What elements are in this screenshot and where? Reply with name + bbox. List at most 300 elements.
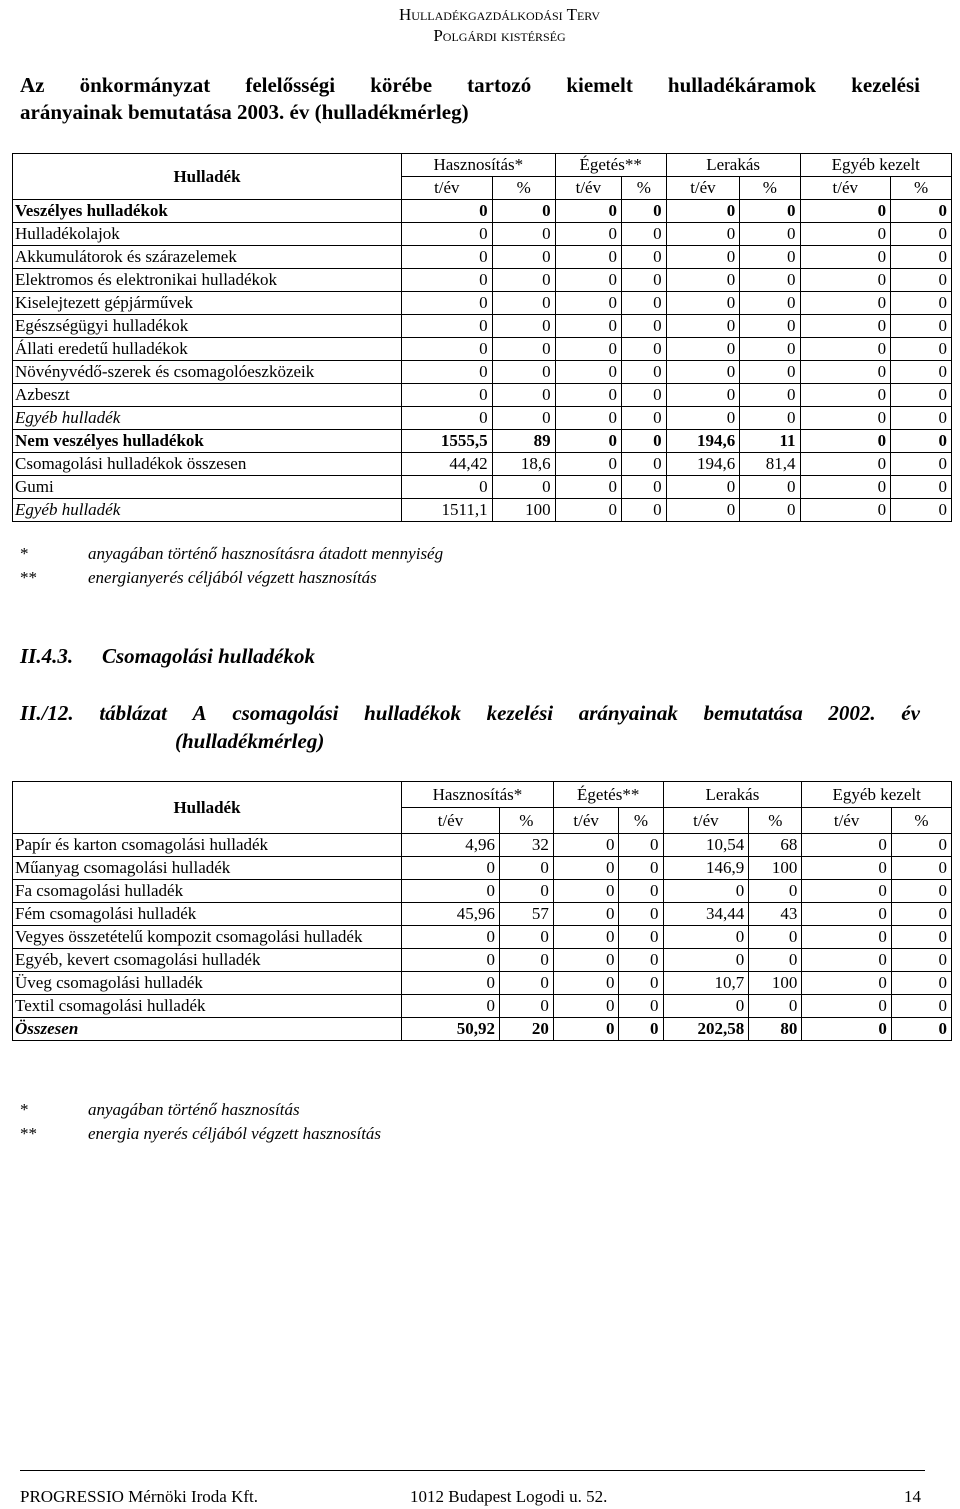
cell-value: 0 — [402, 269, 493, 292]
cell-value: 0 — [622, 361, 667, 384]
row-label: Hulladékolajok — [13, 223, 402, 246]
cell-value: 0 — [492, 246, 555, 269]
note-text: energianyerés céljából végzett hasznosítás — [88, 568, 377, 587]
cell-value: 202,58 — [663, 1018, 749, 1041]
column-subheader: % — [740, 177, 800, 200]
cell-value: 0 — [891, 223, 952, 246]
cell-value: 0 — [555, 223, 621, 246]
cell-value: 0 — [891, 949, 951, 972]
cell-value: 0 — [402, 995, 500, 1018]
cell-value: 0 — [555, 384, 621, 407]
column-subheader: t/év — [553, 808, 619, 834]
table-caption — [20, 699, 920, 755]
column-subheader: t/év — [666, 177, 740, 200]
table2-note-1 — [20, 1098, 300, 1121]
cell-value: 0 — [802, 972, 891, 995]
cell-value: 0 — [891, 1018, 951, 1041]
column-group-header: Lerakás — [666, 154, 800, 177]
cell-value: 0 — [402, 407, 493, 430]
cell-value: 100 — [749, 857, 802, 880]
cell-value: 0 — [492, 269, 555, 292]
column-subheader: t/év — [663, 808, 749, 834]
note-mark: ** — [20, 568, 37, 587]
cell-value: 0 — [622, 200, 667, 223]
cell-value: 0 — [891, 361, 952, 384]
cell-value: 0 — [800, 223, 891, 246]
cell-value: 0 — [619, 972, 663, 995]
cell-value: 0 — [800, 453, 891, 476]
column-group-header: Égetés** — [553, 782, 663, 808]
cell-value: 0 — [499, 857, 553, 880]
cell-value: 0 — [740, 292, 800, 315]
cell-value: 0 — [891, 407, 952, 430]
row-label: Egyéb hulladék — [13, 407, 402, 430]
cell-value: 0 — [891, 338, 952, 361]
cell-value: 0 — [749, 995, 802, 1018]
caption-line-1 — [20, 699, 920, 727]
cell-value: 0 — [663, 949, 749, 972]
cell-value: 10,54 — [663, 834, 749, 857]
word: kezelési — [851, 73, 920, 97]
cell-value: 146,9 — [663, 857, 749, 880]
cell-value: 0 — [555, 269, 621, 292]
column-group-header: Hasznosítás* — [402, 782, 554, 808]
cell-value: 0 — [891, 926, 951, 949]
cell-value: 68 — [749, 834, 802, 857]
cell-value: 0 — [619, 1018, 663, 1041]
table-row — [13, 880, 952, 903]
cell-value: 18,6 — [492, 453, 555, 476]
cell-value: 0 — [499, 880, 553, 903]
table-row — [13, 430, 952, 453]
table-row — [13, 1018, 952, 1041]
word: felelősségi — [245, 73, 336, 97]
cell-value: 0 — [622, 476, 667, 499]
table-row — [13, 995, 952, 1018]
row-label: Azbeszt — [13, 384, 402, 407]
table-row — [13, 338, 952, 361]
note-text: anyagában történő hasznosítás — [88, 1100, 300, 1119]
table-row — [13, 315, 952, 338]
cell-value: 0 — [740, 407, 800, 430]
cell-value: 0 — [402, 880, 500, 903]
column-subheader: t/év — [800, 177, 891, 200]
row-label: Összesen — [13, 1018, 402, 1041]
cell-value: 0 — [402, 361, 493, 384]
column-group-header: Égetés** — [555, 154, 666, 177]
cell-value: 0 — [555, 361, 621, 384]
column-subheader: % — [499, 808, 553, 834]
column-subheader: t/év — [402, 808, 500, 834]
row-label: Növényvédő-szerek és csomagolóeszközeik — [13, 361, 402, 384]
cell-value: 0 — [619, 834, 663, 857]
cell-value: 0 — [891, 499, 952, 522]
word: körébe — [370, 73, 433, 97]
cell-value: 0 — [666, 338, 740, 361]
cell-value: 0 — [666, 269, 740, 292]
cell-value: 0 — [499, 972, 553, 995]
row-label: Műanyag csomagolási hulladék — [13, 857, 402, 880]
cell-value: 0 — [402, 476, 493, 499]
packaging-waste-table — [12, 781, 952, 1041]
cell-value: 0 — [666, 476, 740, 499]
word: 2002. — [828, 701, 876, 725]
cell-value: 0 — [492, 407, 555, 430]
column-subheader: t/év — [802, 808, 891, 834]
note-mark: ** — [20, 1124, 37, 1143]
cell-value: 0 — [663, 995, 749, 1018]
header-row — [13, 782, 952, 808]
cell-value: 0 — [402, 246, 493, 269]
cell-value: 0 — [740, 315, 800, 338]
word: bemutatása — [703, 701, 803, 725]
footer-address: 1012 Budapest Logodi u. 52. — [410, 1487, 608, 1506]
column-subheader: t/év — [402, 177, 493, 200]
table-row — [13, 361, 952, 384]
cell-value: 0 — [891, 200, 952, 223]
table-row — [13, 292, 952, 315]
cell-value: 0 — [800, 338, 891, 361]
cell-value: 0 — [555, 246, 621, 269]
table1-note-1 — [20, 542, 443, 565]
cell-value: 0 — [553, 834, 619, 857]
cell-value: 4,96 — [402, 834, 500, 857]
cell-value: 0 — [802, 1018, 891, 1041]
cell-value: 0 — [740, 223, 800, 246]
table1-note-2 — [20, 566, 377, 589]
cell-value: 0 — [555, 200, 621, 223]
cell-value: 0 — [499, 995, 553, 1018]
word: év — [901, 701, 920, 725]
cell-value: 0 — [666, 315, 740, 338]
cell-value: 80 — [749, 1018, 802, 1041]
cell-value: 0 — [492, 384, 555, 407]
heading-line-1 — [20, 72, 920, 99]
row-label: Veszélyes hulladékok — [13, 200, 402, 223]
cell-value: 0 — [499, 949, 553, 972]
heading-line-2: arányainak bemutatása 2003. év (hulladékmérleg) — [20, 100, 469, 124]
cell-value: 0 — [891, 834, 951, 857]
cell-value: 0 — [740, 361, 800, 384]
cell-value: 194,6 — [666, 453, 740, 476]
table-row — [13, 407, 952, 430]
cell-value: 0 — [802, 857, 891, 880]
cell-value: 0 — [622, 407, 667, 430]
column-subheader: t/év — [555, 177, 621, 200]
cell-value: 0 — [402, 926, 500, 949]
cell-value: 0 — [555, 499, 621, 522]
table-row — [13, 834, 952, 857]
section-number: II.4.3. — [20, 644, 74, 668]
note-mark: * — [20, 1100, 29, 1119]
note-text: energia nyerés céljából végzett hasznosítás — [88, 1124, 382, 1143]
word: önkormányzat — [79, 73, 211, 97]
cell-value: 0 — [800, 269, 891, 292]
table-row — [13, 949, 952, 972]
cell-value: 0 — [402, 949, 500, 972]
cell-value: 20 — [499, 1018, 553, 1041]
cell-value: 0 — [800, 315, 891, 338]
cell-value: 0 — [553, 903, 619, 926]
cell-value: 0 — [492, 200, 555, 223]
column-header-waste: Hulladék — [13, 154, 402, 200]
row-label: Állati eredetű hulladékok — [13, 338, 402, 361]
row-label: Gumi — [13, 476, 402, 499]
row-label: Egészségügyi hulladékok — [13, 315, 402, 338]
cell-value: 0 — [891, 269, 952, 292]
cell-value: 0 — [663, 926, 749, 949]
column-subheader: % — [622, 177, 667, 200]
table2-note-2 — [20, 1122, 381, 1145]
cell-value: 0 — [402, 338, 493, 361]
cell-value: 0 — [622, 315, 667, 338]
cell-value: 0 — [740, 200, 800, 223]
cell-value: 0 — [740, 269, 800, 292]
cell-value: 0 — [891, 903, 951, 926]
word: arányainak — [578, 701, 678, 725]
cell-value: 0 — [555, 315, 621, 338]
cell-value: 0 — [553, 880, 619, 903]
cell-value: 0 — [622, 292, 667, 315]
row-label: Papír és karton csomagolási hulladék — [13, 834, 402, 857]
cell-value: 0 — [749, 949, 802, 972]
cell-value: 0 — [553, 1018, 619, 1041]
word: Az — [20, 73, 45, 97]
cell-value: 0 — [663, 880, 749, 903]
cell-value: 0 — [666, 384, 740, 407]
footer-page-number: 14 — [904, 1487, 921, 1506]
cell-value: 0 — [740, 499, 800, 522]
caption-line-2: (hulladékmérleg) — [175, 729, 325, 753]
cell-value: 0 — [891, 880, 951, 903]
cell-value: 1511,1 — [402, 499, 493, 522]
cell-value: 0 — [555, 476, 621, 499]
cell-value: 81,4 — [740, 453, 800, 476]
column-subheader: % — [492, 177, 555, 200]
cell-value: 100 — [492, 499, 555, 522]
cell-value: 32 — [499, 834, 553, 857]
cell-value: 0 — [891, 292, 952, 315]
row-label: Textil csomagolási hulladék — [13, 995, 402, 1018]
cell-value: 0 — [891, 857, 951, 880]
cell-value: 0 — [800, 430, 891, 453]
cell-value: 0 — [740, 246, 800, 269]
cell-value: 10,7 — [663, 972, 749, 995]
cell-value: 50,92 — [402, 1018, 500, 1041]
word: kiemelt — [566, 73, 633, 97]
section-heading — [20, 644, 315, 669]
table-row — [13, 269, 952, 292]
cell-value: 0 — [492, 476, 555, 499]
cell-value: 0 — [619, 880, 663, 903]
word: táblázat — [99, 701, 168, 725]
word: hulladékok — [364, 701, 461, 725]
cell-value: 0 — [622, 246, 667, 269]
row-label: Fém csomagolási hulladék — [13, 903, 402, 926]
cell-value: 0 — [622, 269, 667, 292]
note-mark: * — [20, 544, 29, 563]
column-group-header: Egyéb kezelt — [800, 154, 951, 177]
cell-value: 0 — [402, 315, 493, 338]
cell-value: 0 — [492, 223, 555, 246]
cell-value: 0 — [622, 338, 667, 361]
section-title: Csomagolási hulladékok — [102, 644, 315, 668]
cell-value: 0 — [666, 292, 740, 315]
cell-value: 0 — [555, 453, 621, 476]
row-label: Csomagolási hulladékok összesen — [13, 453, 402, 476]
cell-value: 0 — [891, 246, 952, 269]
document-heading — [20, 72, 920, 126]
cell-value: 0 — [800, 407, 891, 430]
cell-value: 0 — [800, 200, 891, 223]
cell-value: 0 — [402, 384, 493, 407]
cell-value: 0 — [553, 857, 619, 880]
page-footer — [20, 1470, 925, 1506]
row-label: Elektromos és elektronikai hulladékok — [13, 269, 402, 292]
cell-value: 0 — [666, 223, 740, 246]
cell-value: 0 — [800, 476, 891, 499]
row-label: Üveg csomagolási hulladék — [13, 972, 402, 995]
cell-value: 0 — [555, 292, 621, 315]
cell-value: 0 — [619, 857, 663, 880]
cell-value: 0 — [666, 499, 740, 522]
cell-value: 0 — [891, 384, 952, 407]
cell-value: 0 — [492, 361, 555, 384]
cell-value: 43 — [749, 903, 802, 926]
cell-value: 0 — [802, 926, 891, 949]
word: tartozó — [467, 73, 532, 97]
cell-value: 0 — [891, 995, 951, 1018]
cell-value: 0 — [666, 246, 740, 269]
cell-value: 0 — [619, 926, 663, 949]
table-row — [13, 246, 952, 269]
row-label: Akkumulátorok és szárazelemek — [13, 246, 402, 269]
cell-value: 0 — [402, 972, 500, 995]
cell-value: 34,44 — [663, 903, 749, 926]
word: csomagolási — [232, 701, 339, 725]
cell-value: 0 — [555, 338, 621, 361]
table-row — [13, 223, 952, 246]
table-row — [13, 903, 952, 926]
word: kezelési — [486, 701, 554, 725]
table-row — [13, 926, 952, 949]
cell-value: 0 — [666, 361, 740, 384]
cell-value: 0 — [492, 315, 555, 338]
cell-value: 0 — [555, 407, 621, 430]
row-label: Kiselejtezett gépjárművek — [13, 292, 402, 315]
cell-value: 0 — [402, 200, 493, 223]
cell-value: 0 — [622, 223, 667, 246]
table-row — [13, 476, 952, 499]
cell-value: 0 — [402, 292, 493, 315]
cell-value: 11 — [740, 430, 800, 453]
cell-value: 0 — [492, 338, 555, 361]
footer-company: PROGRESSIO Mérnöki Iroda Kft. — [20, 1487, 258, 1506]
cell-value: 0 — [802, 834, 891, 857]
table-row — [13, 499, 952, 522]
row-label: Egyéb, kevert csomagolási hulladék — [13, 949, 402, 972]
column-subheader: % — [891, 177, 952, 200]
cell-value: 0 — [800, 361, 891, 384]
cell-value: 0 — [666, 200, 740, 223]
cell-value: 0 — [622, 384, 667, 407]
table-row — [13, 857, 952, 880]
cell-value: 44,42 — [402, 453, 493, 476]
column-subheader: % — [619, 808, 663, 834]
cell-value: 0 — [891, 315, 952, 338]
header-title: Hulladékgazdálkodási Terv — [399, 5, 600, 24]
cell-value: 0 — [749, 880, 802, 903]
cell-value: 0 — [800, 292, 891, 315]
cell-value: 1555,5 — [402, 430, 493, 453]
cell-value: 100 — [749, 972, 802, 995]
cell-value: 194,6 — [666, 430, 740, 453]
cell-value: 0 — [402, 857, 500, 880]
cell-value: 0 — [740, 476, 800, 499]
column-group-header: Lerakás — [663, 782, 802, 808]
cell-value: 0 — [553, 972, 619, 995]
cell-value: 0 — [402, 223, 493, 246]
column-subheader: % — [749, 808, 802, 834]
row-label: Vegyes összetételű kompozit csomagolási hulladék — [13, 926, 402, 949]
cell-value: 0 — [622, 430, 667, 453]
cell-value: 89 — [492, 430, 555, 453]
cell-value: 0 — [555, 430, 621, 453]
table-row — [13, 972, 952, 995]
column-group-header: Egyéb kezelt — [802, 782, 952, 808]
cell-value: 0 — [622, 499, 667, 522]
cell-value: 0 — [891, 453, 952, 476]
cell-value: 45,96 — [402, 903, 500, 926]
table-row — [13, 200, 952, 223]
column-group-header: Hasznosítás* — [402, 154, 556, 177]
cell-value: 0 — [499, 926, 553, 949]
cell-value: 0 — [619, 949, 663, 972]
cell-value: 0 — [740, 384, 800, 407]
cell-value: 0 — [802, 903, 891, 926]
page-header — [399, 4, 600, 46]
cell-value: 0 — [622, 453, 667, 476]
cell-value: 0 — [740, 338, 800, 361]
cell-value: 0 — [553, 926, 619, 949]
row-label: Nem veszélyes hulladékok — [13, 430, 402, 453]
hazardous-waste-table — [12, 153, 952, 522]
row-label: Egyéb hulladék — [13, 499, 402, 522]
cell-value: 0 — [619, 903, 663, 926]
cell-value: 0 — [492, 292, 555, 315]
cell-value: 0 — [800, 499, 891, 522]
column-subheader: % — [891, 808, 951, 834]
cell-value: 0 — [800, 246, 891, 269]
header-subtitle: Polgárdi kistérség — [433, 26, 566, 45]
row-label: Fa csomagolási hulladék — [13, 880, 402, 903]
cell-value: 0 — [749, 926, 802, 949]
table-row — [13, 453, 952, 476]
cell-value: 0 — [800, 384, 891, 407]
cell-value: 57 — [499, 903, 553, 926]
cell-value: 0 — [891, 972, 951, 995]
cell-value: 0 — [553, 949, 619, 972]
cell-value: 0 — [666, 407, 740, 430]
word: hulladékáramok — [667, 73, 817, 97]
cell-value: 0 — [553, 995, 619, 1018]
header-row — [13, 154, 952, 177]
column-header-waste: Hulladék — [13, 782, 402, 834]
cell-value: 0 — [802, 995, 891, 1018]
word: II./12. — [20, 701, 74, 725]
cell-value: 0 — [802, 949, 891, 972]
cell-value: 0 — [891, 430, 952, 453]
